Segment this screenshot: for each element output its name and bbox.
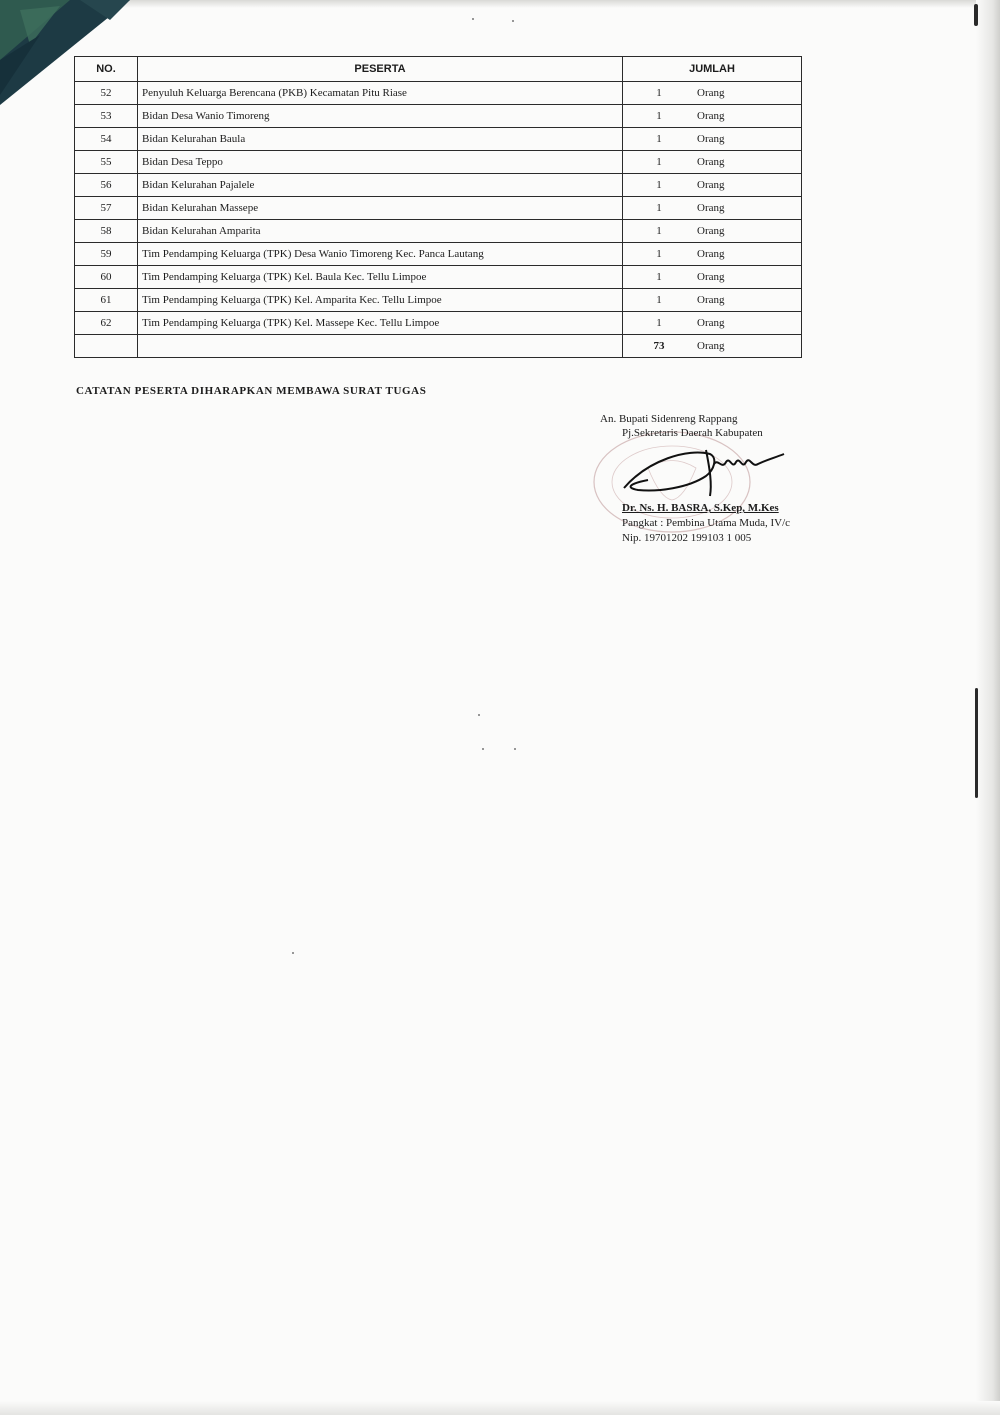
row-unit: Orang: [697, 202, 725, 214]
row-peserta: Tim Pendamping Keluarga (TPK) Kel. Amparita Kec. Tellu Limpoe: [138, 289, 623, 312]
row-unit: Orang: [697, 294, 725, 306]
row-count: 1: [656, 87, 662, 99]
scan-speck: [478, 714, 480, 716]
table-row: [75, 105, 802, 128]
row-count: 1: [656, 179, 662, 191]
row-peserta: Tim Pendamping Keluarga (TPK) Desa Wanio Timoreng Kec. Panca Lautang: [138, 243, 623, 266]
table-body: [75, 82, 802, 335]
row-no: 53: [75, 105, 138, 128]
row-count: 1: [656, 248, 662, 260]
row-jumlah: [623, 266, 802, 289]
row-count: 1: [656, 202, 662, 214]
scan-edge-mark: [975, 688, 978, 798]
table-row: [75, 312, 802, 335]
total-jumlah-cell: [623, 335, 802, 358]
total-row: [75, 335, 802, 358]
row-no: 60: [75, 266, 138, 289]
row-peserta: Bidan Kelurahan Massepe: [138, 197, 623, 220]
row-jumlah: [623, 82, 802, 105]
table-row: [75, 289, 802, 312]
row-no: 61: [75, 289, 138, 312]
total-unit: Orang: [697, 340, 725, 352]
row-count: 1: [656, 294, 662, 306]
signature-line2: Pj.Sekretaris Daerah Kabupaten: [622, 427, 763, 439]
row-jumlah: [623, 128, 802, 151]
scan-speck: [514, 748, 516, 750]
row-jumlah: [623, 197, 802, 220]
row-count: 1: [656, 271, 662, 283]
row-unit: Orang: [697, 156, 725, 168]
scan-speck: [292, 952, 294, 954]
scan-right-shadow: [976, 0, 1000, 1415]
row-no: 57: [75, 197, 138, 220]
scan-speck: [512, 20, 514, 22]
total-peserta-cell: [138, 335, 623, 358]
row-unit: Orang: [697, 110, 725, 122]
row-unit: Orang: [697, 271, 725, 283]
row-count: 1: [656, 133, 662, 145]
row-no: 56: [75, 174, 138, 197]
row-peserta: Bidan Kelurahan Pajalele: [138, 174, 623, 197]
row-unit: Orang: [697, 179, 725, 191]
row-unit: Orang: [697, 225, 725, 237]
scan-speck: [482, 748, 484, 750]
row-unit: Orang: [697, 133, 725, 145]
scan-top-shadow: [0, 0, 1000, 8]
scan-speck: [472, 18, 474, 20]
table-row: [75, 243, 802, 266]
row-peserta: Bidan Kelurahan Amparita: [138, 220, 623, 243]
handwritten-signature: [618, 440, 788, 498]
scan-edge-mark: [974, 4, 978, 26]
row-jumlah: [623, 289, 802, 312]
row-jumlah: [623, 105, 802, 128]
row-peserta: Bidan Kelurahan Baula: [138, 128, 623, 151]
row-peserta: Tim Pendamping Keluarga (TPK) Kel. Baula Kec. Tellu Limpoe: [138, 266, 623, 289]
signature-line1: An. Bupati Sidenreng Rappang: [600, 413, 738, 425]
participant-table: [74, 56, 802, 358]
table-row: [75, 174, 802, 197]
row-no: 59: [75, 243, 138, 266]
row-count: 1: [656, 225, 662, 237]
row-count: 1: [656, 156, 662, 168]
table-row: [75, 82, 802, 105]
table-row: [75, 266, 802, 289]
table-row: [75, 128, 802, 151]
row-peserta: Tim Pendamping Keluarga (TPK) Kel. Massepe Kec. Tellu Limpoe: [138, 312, 623, 335]
row-jumlah: [623, 312, 802, 335]
row-count: 1: [656, 317, 662, 329]
total-no-cell: [75, 335, 138, 358]
note-text: CATATAN PESERTA DIHARAPKAN MEMBAWA SURAT TUGAS: [76, 385, 427, 397]
signature-heading: [600, 412, 820, 440]
scan-bottom-shadow: [0, 1401, 1000, 1415]
header-no: NO.: [75, 57, 138, 82]
row-no: 55: [75, 151, 138, 174]
table-row: [75, 151, 802, 174]
total-count: 73: [653, 340, 665, 352]
row-jumlah: [623, 151, 802, 174]
row-peserta: Bidan Desa Wanio Timoreng: [138, 105, 623, 128]
row-peserta: Penyuluh Keluarga Berencana (PKB) Kecamatan Pitu Riase: [138, 82, 623, 105]
row-jumlah: [623, 174, 802, 197]
header-peserta: PESERTA: [138, 57, 623, 82]
row-unit: Orang: [697, 87, 725, 99]
row-unit: Orang: [697, 317, 725, 329]
signer-nip: Nip. 19701202 199103 1 005: [622, 532, 752, 544]
signer-rank: Pangkat : Pembina Utama Muda, IV/c: [622, 517, 791, 529]
row-jumlah: [623, 243, 802, 266]
header-jumlah: JUMLAH: [623, 57, 802, 82]
signer-name: Dr. Ns. H. BASRA, S.Kep, M.Kes: [622, 502, 779, 514]
row-jumlah: [623, 220, 802, 243]
row-peserta: Bidan Desa Teppo: [138, 151, 623, 174]
table-row: [75, 197, 802, 220]
row-no: 52: [75, 82, 138, 105]
row-no: 58: [75, 220, 138, 243]
row-no: 54: [75, 128, 138, 151]
table-row: [75, 220, 802, 243]
row-count: 1: [656, 110, 662, 122]
row-unit: Orang: [697, 248, 725, 260]
row-no: 62: [75, 312, 138, 335]
table-header-row: [75, 57, 802, 82]
